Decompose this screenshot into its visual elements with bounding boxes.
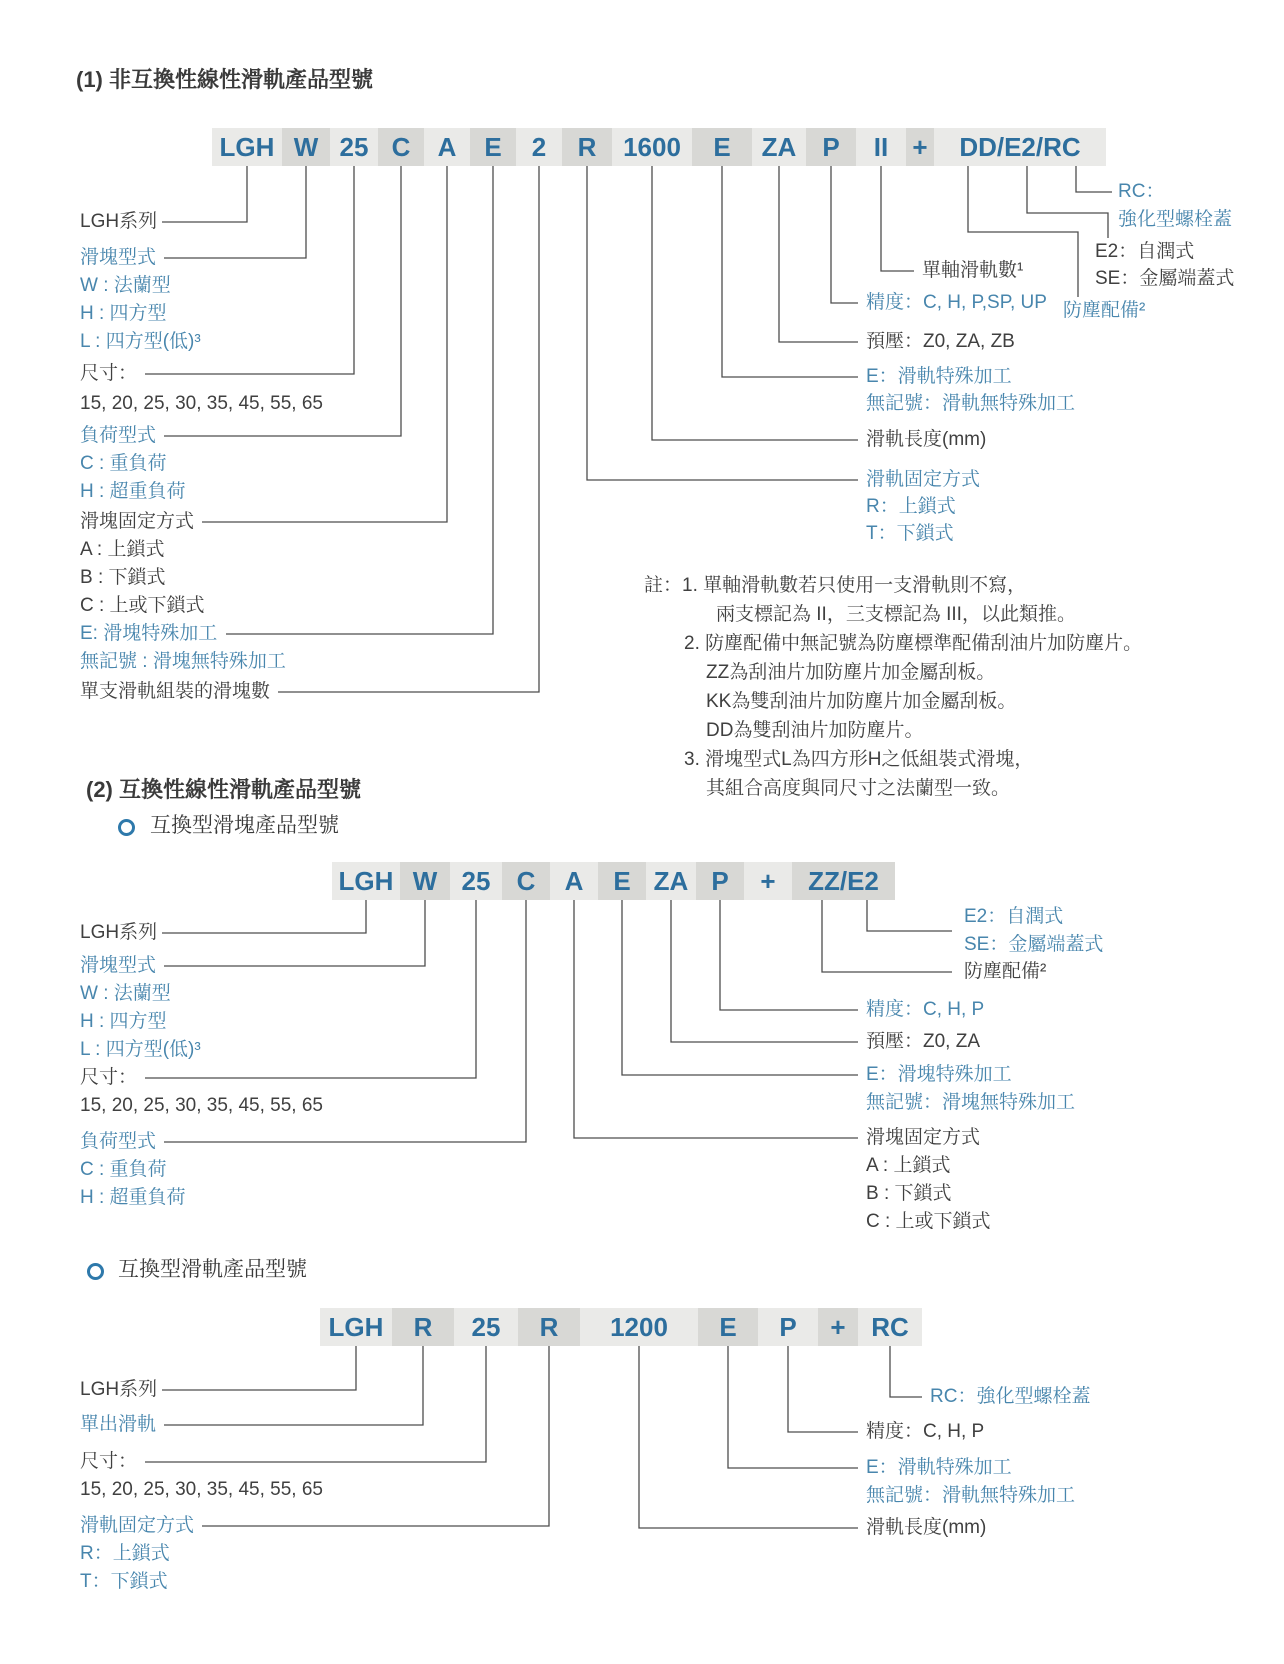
- label-size: 尺寸：: [80, 1067, 138, 1088]
- model-segment: E: [692, 128, 752, 166]
- label-block-type-w: W : 法蘭型: [80, 275, 171, 296]
- model-segment: 25: [330, 128, 378, 166]
- label-fix-b: B : 下鎖式: [866, 1183, 952, 1204]
- model-segment: W: [400, 862, 450, 900]
- label-dust: 防塵配備²: [964, 961, 1047, 982]
- model-segment: R: [562, 128, 612, 166]
- model-segment: C: [502, 862, 550, 900]
- model-segment: E: [698, 1308, 758, 1346]
- note-line: 註：1. 單軸滑軌數若只使用一支滑軌則不寫，: [644, 575, 1027, 596]
- model-segment: W: [282, 128, 330, 166]
- section1-title: (1) 非互換性線性滑軌產品型號: [76, 67, 374, 92]
- note-line: 3. 滑塊型式L為四方形H之低組裝式滑塊，: [684, 749, 1034, 770]
- label-rail-fix: 滑軌固定方式: [866, 469, 981, 490]
- label-fix-b: B : 下鎖式: [80, 567, 166, 588]
- label-size: 尺寸：: [80, 363, 138, 384]
- model-segment: 25: [454, 1308, 518, 1346]
- label-rail-length: 滑軌長度(mm): [866, 429, 987, 450]
- label-series: LGH系列: [80, 1379, 158, 1400]
- model-segment: ZA: [752, 128, 806, 166]
- label-load-c: C : 重負荷: [80, 1159, 167, 1180]
- label-block-type-w: W : 法蘭型: [80, 983, 171, 1004]
- label-precision: 精度：C, H, P,SP, UP: [866, 292, 1047, 313]
- label-block-fix: 滑塊固定方式: [866, 1127, 981, 1148]
- label-single-rail: 單出滑軌: [80, 1414, 157, 1435]
- model-segment: E: [470, 128, 516, 166]
- label-precision: 精度：C, H, P: [866, 999, 985, 1020]
- note-line: DD為雙刮油片加防塵片。: [706, 720, 924, 741]
- label-se: SE：金屬端蓋式: [964, 934, 1104, 955]
- model-segment: ZZ/E2: [792, 862, 895, 900]
- model-segment: R: [392, 1308, 454, 1346]
- label-fix-a: A : 上鎖式: [80, 539, 165, 560]
- label-block-type-h: H : 四方型: [80, 1011, 167, 1032]
- label-rail-fix-t: T：下鎖式: [866, 523, 954, 544]
- model-segment: P: [758, 1308, 818, 1346]
- label-rail-fix-r: R：上鎖式: [866, 496, 956, 517]
- label-load-c: C : 重負荷: [80, 453, 167, 474]
- note-line: 2. 防塵配備中無記號為防塵標準配備刮油片加防塵片。: [684, 633, 1143, 654]
- label-block-type: 滑塊型式: [80, 247, 157, 268]
- label-precision: 精度：C, H, P: [866, 1421, 985, 1442]
- model-segment: +: [818, 1308, 858, 1346]
- label-load-h: H : 超重負荷: [80, 481, 186, 502]
- label-fix-c: C : 上或下鎖式: [80, 595, 205, 616]
- label-fix-c: C : 上或下鎖式: [866, 1211, 991, 1232]
- model-segment: R: [518, 1308, 580, 1346]
- note-line: KK為雙刮油片加防塵片加金屬刮板。: [706, 691, 1017, 712]
- bullet2-label: 互換型滑軌產品型號: [118, 1258, 307, 1281]
- label-se: SE：金屬端蓋式: [1095, 268, 1235, 289]
- model-segment: P: [806, 128, 856, 166]
- model-segment: E: [598, 862, 646, 900]
- label-size: 尺寸：: [80, 1451, 138, 1472]
- label-e2: E2：自潤式: [1095, 241, 1195, 262]
- model-segment: DD/E2/RC: [934, 128, 1106, 166]
- label-rc: RC：強化型螺栓蓋: [930, 1386, 1091, 1407]
- label-block-type-l: L : 四方型(低)³: [80, 331, 201, 352]
- label-rails-count: 單軸滑軌數¹: [922, 260, 1024, 281]
- model-segment: II: [856, 128, 906, 166]
- note-line: 兩支標記為 II，三支標記為 III，以此類推。: [716, 604, 1076, 625]
- model-segment: +: [906, 128, 934, 166]
- model-segment: 1200: [580, 1308, 698, 1346]
- label-rail-fix: 滑軌固定方式: [80, 1515, 195, 1536]
- model-segment: 2: [516, 128, 562, 166]
- label-size-values: 15, 20, 25, 30, 35, 45, 55, 65: [80, 1095, 323, 1116]
- label-block-special-none: 無記號：滑塊無特殊加工: [866, 1092, 1076, 1113]
- label-block-type: 滑塊型式: [80, 955, 157, 976]
- label-block-special-none: 無記號 : 滑塊無特殊加工: [80, 651, 286, 672]
- label-rail-special: E：滑軌特殊加工: [866, 366, 1012, 387]
- note-line: ZZ為刮油片加防塵片加金屬刮板。: [706, 662, 996, 683]
- label-rc-desc: 強化型螺栓蓋: [1118, 209, 1233, 230]
- label-rail-special-none: 無記號：滑軌無特殊加工: [866, 1485, 1076, 1506]
- label-load-h: H : 超重負荷: [80, 1187, 186, 1208]
- note-line: 其組合高度與同尺寸之法蘭型一致。: [706, 778, 1011, 799]
- model-segment: 25: [450, 862, 502, 900]
- model-segment: LGH: [320, 1308, 392, 1346]
- label-series: LGH系列: [80, 211, 158, 232]
- bullet-circle-icon: [118, 819, 135, 836]
- bullet-circle-icon: [87, 1263, 104, 1280]
- model-segment: LGH: [332, 862, 400, 900]
- label-e2: E2：自潤式: [964, 906, 1064, 927]
- label-block-type-l: L : 四方型(低)³: [80, 1039, 201, 1060]
- label-size-values: 15, 20, 25, 30, 35, 45, 55, 65: [80, 393, 323, 414]
- label-rc: RC：: [1118, 181, 1165, 202]
- label-load-type: 負荷型式: [80, 1131, 157, 1152]
- label-block-type-h: H : 四方型: [80, 303, 167, 324]
- label-fix-a: A : 上鎖式: [866, 1155, 951, 1176]
- model-segment: RC: [858, 1308, 922, 1346]
- model-segment: A: [550, 862, 598, 900]
- bullet1-label: 互換型滑塊產品型號: [150, 814, 339, 837]
- label-dust: 防塵配備²: [1063, 300, 1146, 321]
- label-blocks-per-rail: 單支滑軌組裝的滑塊數: [80, 681, 271, 702]
- model-segment: 1600: [612, 128, 692, 166]
- model-segment: A: [424, 128, 470, 166]
- notes-block: [644, 571, 1142, 803]
- label-fix-t: T：下鎖式: [80, 1571, 168, 1592]
- label-rail-special: E：滑軌特殊加工: [866, 1457, 1012, 1478]
- label-size-values: 15, 20, 25, 30, 35, 45, 55, 65: [80, 1479, 323, 1500]
- label-rail-special-none: 無記號：滑軌無特殊加工: [866, 393, 1076, 414]
- label-fix-r: R：上鎖式: [80, 1543, 170, 1564]
- model-segment: LGH: [212, 128, 282, 166]
- label-rail-length: 滑軌長度(mm): [866, 1517, 987, 1538]
- label-preload: 預壓：Z0, ZA: [866, 1031, 981, 1052]
- label-block-special: E：滑塊特殊加工: [866, 1064, 1012, 1085]
- label-block-fix: 滑塊固定方式: [80, 511, 195, 532]
- model-segment: P: [696, 862, 744, 900]
- label-preload: 預壓：Z0, ZA, ZB: [866, 331, 1015, 352]
- section2-title: (2) 互換性線性滑軌產品型號: [86, 777, 362, 802]
- label-series: LGH系列: [80, 922, 158, 943]
- label-block-special: E: 滑塊特殊加工: [80, 623, 218, 644]
- model-segment: ZA: [646, 862, 696, 900]
- model-segment: C: [378, 128, 424, 166]
- model-segment: +: [744, 862, 792, 900]
- label-load-type: 負荷型式: [80, 425, 157, 446]
